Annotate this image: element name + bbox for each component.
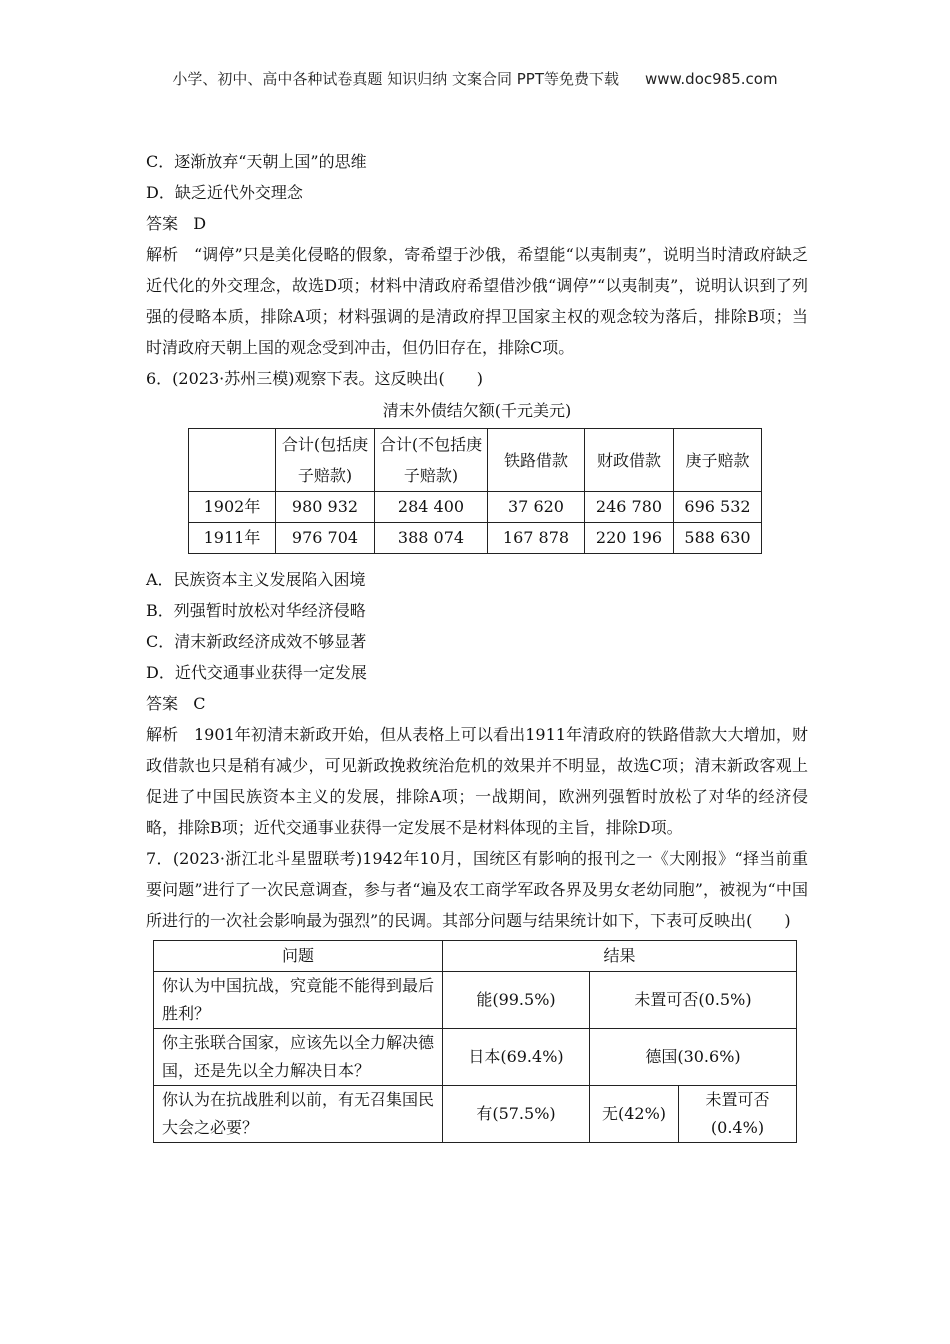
table-row (189, 492, 762, 523)
table-cell: 220 196 (585, 523, 674, 554)
q6-option-a: A．民族资本主义发展陷入困境 (146, 570, 366, 589)
header-text: 小学、初中、高中各种试卷真题 知识归纳 文案合同 PPT等免费下载 (172, 70, 619, 88)
result-cell: 能(99.5%) (443, 972, 590, 1029)
table-row (154, 1029, 797, 1086)
result-cell: 德国(30.6%) (590, 1029, 797, 1086)
q6-analysis (146, 719, 808, 843)
table-cell: 284 400 (375, 492, 488, 523)
question-cell: 你主张联合国家，应该先以全力解决德国，还是先以全力解决日本？ (154, 1029, 443, 1086)
answer-label: 答案 (146, 214, 179, 233)
answer-value: D (193, 214, 207, 233)
table-header-cell: 问题 (154, 941, 443, 972)
answer-label: 答案 (146, 694, 179, 713)
analysis-label: 解析 (146, 725, 179, 744)
table-header-cell: 铁路借款 (488, 429, 585, 492)
q6-stem: 6．(2023·苏州三模)观察下表。这反映出( ) (146, 369, 483, 388)
q5-analysis (146, 239, 808, 363)
table-cell: 976 704 (276, 523, 375, 554)
q5-option-d: D．缺乏近代外交理念 (146, 183, 303, 202)
table-cell: 588 630 (674, 523, 762, 554)
table-cell: 1902年 (189, 492, 276, 523)
analysis-label: 解析 (146, 245, 179, 264)
analysis-text: 1901年初清末新政开始，但从表格上可以看出1911年清政府的铁路借款大大增加，财政借款也只是稍有减少，可见新政挽救统治危机的效果并不明显，故选C项；清末新政客观上促进了中国民族资本主义的发展，排除A项；一战期间，欧洲列强暂时放松了对华的经济侵略，排除B项；近代交通事业获得一定发展不是材料体现的主旨，排除D项。 (146, 725, 808, 837)
table-header-cell: 结果 (443, 941, 797, 972)
q5-answer (146, 208, 808, 239)
q6-debt-table (188, 428, 762, 554)
q6-table-title: 清末外债结欠额(千元美元) (382, 401, 572, 420)
result-cell: 未置可否(0.5%) (590, 972, 797, 1029)
question-cell: 你认为中国抗战，究竟能不能得到最后胜利？ (154, 972, 443, 1029)
result-cell: 日本(69.4%) (443, 1029, 590, 1086)
q5-option-c: C．逐渐放弃“天朝上国”的思维 (146, 152, 367, 171)
result-cell: 无(42%) (590, 1086, 679, 1143)
header-url[interactable]: www.doc985.com (644, 70, 778, 88)
question-cell: 你认为在抗战胜利以前，有无召集国民大会之必要？ (154, 1086, 443, 1143)
table-header-cell: 庚子赔款 (674, 429, 762, 492)
table-cell: 1911年 (189, 523, 276, 554)
table-row (189, 523, 762, 554)
table-header-cell: 合计(不包括庚子赔款) (375, 429, 488, 492)
table-header-cell: 财政借款 (585, 429, 674, 492)
table-cell: 37 620 (488, 492, 585, 523)
table-row (154, 972, 797, 1029)
result-cell: 有(57.5%) (443, 1086, 590, 1143)
table-cell: 167 878 (488, 523, 585, 554)
table-header-row (189, 429, 762, 492)
page-header (0, 68, 950, 89)
table-header-row (154, 941, 797, 972)
result-cell: 未置可否(0.4%) (679, 1086, 797, 1143)
q6-option-d: D．近代交通事业获得一定发展 (146, 663, 367, 682)
table-header-cell: 合计(包括庚子赔款) (276, 429, 375, 492)
q6-option-b: B．列强暂时放松对华经济侵略 (146, 601, 366, 620)
answer-value: C (193, 694, 206, 713)
table-cell: 696 532 (674, 492, 762, 523)
table-row (154, 1086, 797, 1143)
q6-option-c: C．清末新政经济成效不够显著 (146, 632, 367, 651)
table-header-cell (189, 429, 276, 492)
table-cell: 388 074 (375, 523, 488, 554)
analysis-text: “调停”只是美化侵略的假象，寄希望于沙俄，希望能“以夷制夷”，说明当时清政府缺乏近代化的外交理念，故选D项；材料中清政府希望借沙俄“调停”“以夷制夷”，说明认识到了列强的侵略本质，排除A项；材料强调的是清政府捍卫国家主权的观念较为落后，排除B项；当时清政府天朝上国的观念受到冲击，但仍旧存在，排除C项。 (146, 245, 808, 357)
q7-survey-table (153, 940, 797, 1143)
document-body (146, 146, 808, 1143)
q6-answer (146, 688, 808, 719)
table-cell: 246 780 (585, 492, 674, 523)
q7-stem: 7．(2023·浙江北斗星盟联考)1942年10月，国统区有影响的报刊之一《大刚报》“择当前重要问题”进行了一次民意调查，参与者“遍及农工商学军政各界及男女老幼同胞”，被视为“中国所进行的一次社会影响最为强烈”的民调。其部分问题与结果统计如下，下表可反映出( ) (146, 849, 808, 930)
table-cell: 980 932 (276, 492, 375, 523)
